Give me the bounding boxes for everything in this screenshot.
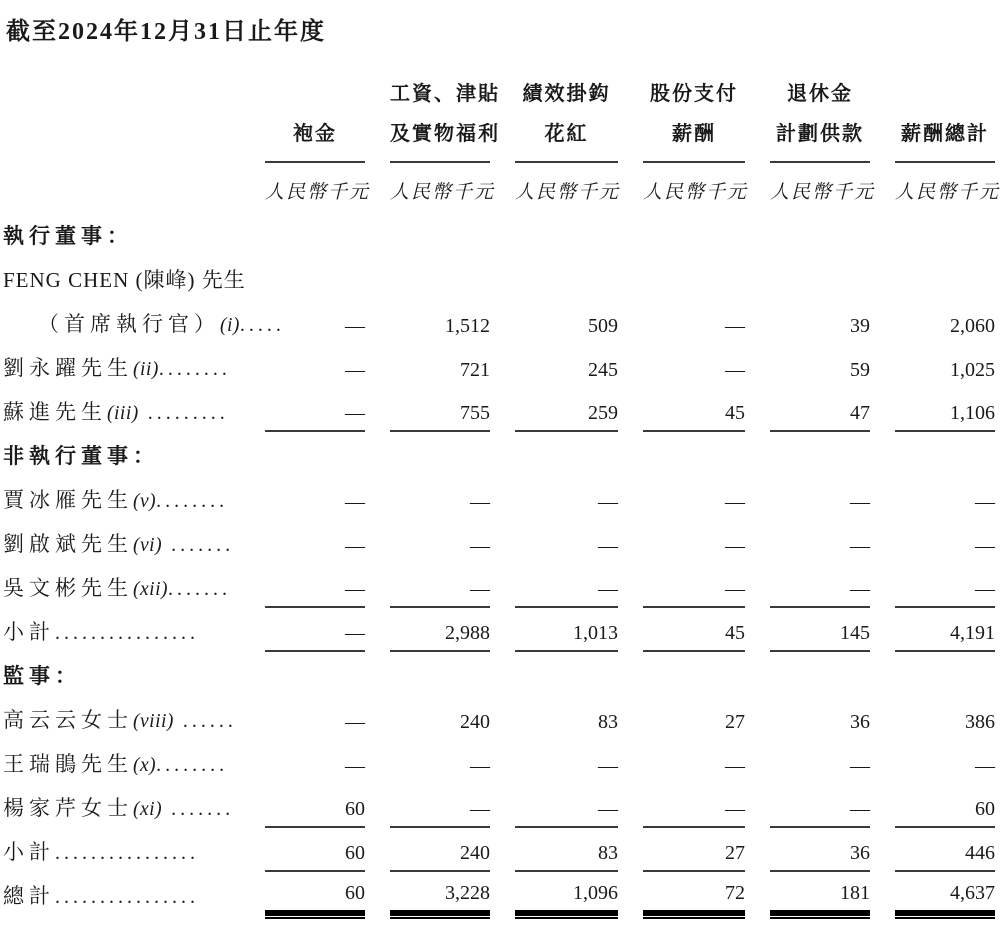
value-cell bbox=[870, 344, 995, 388]
value-cell bbox=[745, 212, 870, 256]
section-row bbox=[0, 212, 995, 256]
col-header-line2: 薪酬 bbox=[672, 123, 716, 145]
col-header-line1: 股份支付 bbox=[650, 83, 738, 105]
value-cell bbox=[618, 300, 745, 344]
table-row bbox=[0, 696, 995, 740]
value-cell bbox=[618, 344, 745, 388]
table-row bbox=[0, 300, 995, 344]
value-cell bbox=[490, 564, 618, 608]
value-cell bbox=[745, 432, 870, 476]
leader-dots: ................ bbox=[55, 886, 199, 908]
value-cell bbox=[870, 388, 995, 432]
col-header-line1: 績效掛鈎 bbox=[522, 83, 611, 105]
value-cell bbox=[745, 784, 870, 828]
cell-value: 36 bbox=[770, 842, 870, 872]
row-label-cell bbox=[0, 432, 240, 476]
col-header-line2: 薪酬總計 bbox=[901, 123, 989, 145]
row-label: 小計 bbox=[3, 620, 55, 644]
leader-dots: ..... bbox=[239, 314, 285, 336]
row-label-note-ref: (xii) bbox=[133, 579, 168, 600]
value-cell bbox=[870, 300, 995, 344]
value-cell bbox=[240, 872, 365, 916]
cell-value: 59 bbox=[850, 359, 870, 381]
cell-value: — bbox=[725, 491, 745, 513]
table-row bbox=[0, 608, 995, 652]
value-cell bbox=[240, 608, 365, 652]
col-header-performance-bonus bbox=[490, 62, 618, 163]
value-cell bbox=[745, 564, 870, 608]
value-cell bbox=[240, 784, 365, 828]
value-cell bbox=[745, 828, 870, 872]
cell-value: 4,637 bbox=[895, 882, 995, 916]
col-header-line2: 及實物福利 bbox=[390, 123, 500, 145]
row-label: （首席執行官） bbox=[38, 312, 220, 336]
value-cell bbox=[490, 696, 618, 740]
row-label-note-ref: (viii) bbox=[133, 711, 174, 732]
value-cell bbox=[745, 872, 870, 916]
row-label-cell bbox=[0, 212, 240, 256]
cell-value: — bbox=[470, 491, 490, 513]
value-cell bbox=[870, 520, 995, 564]
cell-value: 2,060 bbox=[950, 315, 995, 337]
row-label: 非執行董事： bbox=[3, 444, 159, 468]
value-cell bbox=[870, 564, 995, 608]
table-row bbox=[0, 740, 995, 784]
cell-value: — bbox=[265, 622, 365, 652]
cell-value: 3,228 bbox=[390, 882, 490, 916]
cell-value: — bbox=[390, 578, 490, 608]
value-cell bbox=[870, 872, 995, 916]
value-cell bbox=[490, 476, 618, 520]
cell-value: — bbox=[345, 491, 365, 513]
cell-value: — bbox=[265, 402, 365, 432]
cell-value: — bbox=[895, 578, 995, 608]
section-row bbox=[0, 652, 995, 696]
value-cell bbox=[240, 432, 365, 476]
value-cell bbox=[365, 828, 490, 872]
cell-value: 755 bbox=[390, 402, 490, 432]
row-label: 賈冰雁先生 bbox=[3, 488, 133, 512]
row-label: FENG CHEN (陳峰) 先生 bbox=[3, 268, 246, 292]
cell-value: — bbox=[598, 755, 618, 777]
row-label-cell bbox=[0, 784, 240, 828]
table-row bbox=[0, 564, 995, 608]
col-header-share-based-payment bbox=[618, 62, 745, 163]
cell-value: — bbox=[975, 755, 995, 777]
leader-dots: ................ bbox=[55, 622, 199, 644]
page-title: 截至2024年12月31日止年度 bbox=[6, 19, 326, 45]
cell-value: — bbox=[770, 798, 870, 828]
table-row bbox=[0, 520, 995, 564]
value-cell bbox=[618, 564, 745, 608]
row-label: 蘇進先生 bbox=[3, 400, 107, 424]
cell-value: — bbox=[850, 755, 870, 777]
row-label-cell bbox=[0, 256, 246, 300]
remuneration-table bbox=[0, 62, 1000, 916]
cell-value: 1,096 bbox=[515, 882, 618, 916]
value-cell bbox=[618, 608, 745, 652]
value-cell bbox=[240, 212, 365, 256]
value-cell bbox=[618, 740, 745, 784]
cell-value: — bbox=[345, 315, 365, 337]
cell-value: — bbox=[470, 535, 490, 557]
row-label-cell bbox=[0, 520, 240, 564]
value-cell bbox=[618, 432, 745, 476]
value-cell bbox=[618, 784, 745, 828]
cell-value: 45 bbox=[643, 622, 745, 652]
value-cell bbox=[490, 256, 618, 300]
value-cell bbox=[490, 652, 618, 696]
table-row bbox=[0, 344, 995, 388]
col-header-line2: 袍金 bbox=[293, 123, 337, 145]
value-cell bbox=[365, 520, 490, 564]
value-cell bbox=[745, 388, 870, 432]
value-cell bbox=[240, 388, 365, 432]
value-cell bbox=[365, 872, 490, 916]
row-label-note-ref: (ii) bbox=[133, 359, 159, 380]
value-cell bbox=[618, 696, 745, 740]
value-cell bbox=[870, 784, 995, 828]
value-cell bbox=[365, 212, 490, 256]
value-cell bbox=[870, 696, 995, 740]
value-cell bbox=[618, 652, 745, 696]
value-cell bbox=[240, 564, 365, 608]
label-column-spacer bbox=[0, 62, 240, 163]
leader-dots: ........ bbox=[156, 490, 229, 512]
table-body bbox=[0, 212, 995, 916]
value-cell bbox=[870, 212, 995, 256]
cell-value: — bbox=[598, 535, 618, 557]
value-cell bbox=[365, 344, 490, 388]
cell-value: 47 bbox=[770, 402, 870, 432]
value-cell bbox=[490, 344, 618, 388]
row-label-cell bbox=[0, 696, 240, 740]
cell-value: — bbox=[725, 755, 745, 777]
cell-value: — bbox=[850, 491, 870, 513]
value-cell bbox=[240, 344, 365, 388]
leader-dots: ........ bbox=[158, 358, 231, 380]
value-cell bbox=[365, 784, 490, 828]
value-cell bbox=[240, 476, 365, 520]
cell-value: — bbox=[725, 359, 745, 381]
value-cell bbox=[365, 256, 490, 300]
value-cell bbox=[490, 300, 618, 344]
value-cell bbox=[240, 520, 365, 564]
value-cell bbox=[490, 872, 618, 916]
value-cell bbox=[240, 828, 365, 872]
leader-dots: ....... bbox=[162, 534, 235, 556]
row-label: 劉永躍先生 bbox=[3, 356, 133, 380]
cell-value: 27 bbox=[725, 711, 745, 733]
row-label-cell bbox=[0, 828, 240, 872]
unit-label: 人民幣千元 bbox=[515, 182, 621, 203]
col-header-fees bbox=[240, 62, 365, 163]
name-row bbox=[0, 256, 995, 300]
row-label-note-ref: (vi) bbox=[133, 535, 163, 556]
unit-label: 人民幣千元 bbox=[265, 182, 371, 203]
value-cell bbox=[618, 476, 745, 520]
cell-value: — bbox=[598, 491, 618, 513]
row-label: 高云云女士 bbox=[3, 708, 133, 732]
value-cell bbox=[490, 784, 618, 828]
cell-value: — bbox=[643, 798, 745, 828]
value-cell bbox=[490, 520, 618, 564]
cell-value: 240 bbox=[460, 711, 490, 733]
cell-value: 386 bbox=[965, 711, 995, 733]
cell-value: — bbox=[770, 578, 870, 608]
row-label: 劉啟斌先生 bbox=[3, 532, 133, 556]
leader-dots: ....... bbox=[167, 578, 231, 600]
unit-label: 人民幣千元 bbox=[770, 182, 876, 203]
row-label: 小計 bbox=[3, 840, 55, 864]
value-cell bbox=[870, 432, 995, 476]
cell-value: — bbox=[515, 798, 618, 828]
cell-value: — bbox=[643, 578, 745, 608]
cell-value: 45 bbox=[643, 402, 745, 432]
leader-dots: ................ bbox=[55, 842, 199, 864]
column-headers-row bbox=[0, 62, 995, 163]
value-cell bbox=[618, 872, 745, 916]
cell-value: 39 bbox=[850, 315, 870, 337]
cell-value: 72 bbox=[643, 882, 745, 916]
table-header bbox=[0, 62, 1000, 212]
value-cell bbox=[490, 608, 618, 652]
cell-value: — bbox=[725, 535, 745, 557]
cell-value: — bbox=[975, 535, 995, 557]
cell-value: 60 bbox=[265, 842, 365, 872]
cell-value: — bbox=[345, 711, 365, 733]
cell-value: — bbox=[390, 798, 490, 828]
cell-value: 721 bbox=[460, 359, 490, 381]
value-cell bbox=[618, 520, 745, 564]
cell-value: 27 bbox=[643, 842, 745, 872]
cell-value: 83 bbox=[598, 711, 618, 733]
row-label-cell bbox=[0, 344, 240, 388]
value-cell bbox=[490, 388, 618, 432]
value-cell bbox=[365, 300, 490, 344]
row-label-cell bbox=[0, 564, 240, 608]
value-cell bbox=[745, 740, 870, 784]
value-cell bbox=[870, 740, 995, 784]
row-label-cell bbox=[0, 388, 240, 432]
col-header-salaries-benefits bbox=[365, 62, 500, 163]
value-cell bbox=[240, 740, 365, 784]
leader-dots: ...... bbox=[173, 710, 237, 732]
value-cell bbox=[745, 300, 870, 344]
leader-dots: ......... bbox=[138, 402, 229, 424]
cell-value: 245 bbox=[588, 359, 618, 381]
value-cell bbox=[745, 696, 870, 740]
value-cell bbox=[870, 652, 995, 696]
value-cell bbox=[365, 476, 490, 520]
row-label-note-ref: (v) bbox=[133, 491, 157, 512]
table-row bbox=[0, 784, 995, 828]
cell-value: 60 bbox=[895, 798, 995, 828]
leader-dots: ....... bbox=[162, 798, 235, 820]
row-label-cell bbox=[0, 652, 240, 696]
col-header-retirement-scheme bbox=[745, 62, 870, 163]
row-label: 楊家芹女士 bbox=[3, 796, 133, 820]
row-label-note-ref: (iii) bbox=[107, 403, 139, 424]
value-cell bbox=[490, 828, 618, 872]
cell-value: 259 bbox=[515, 402, 618, 432]
cell-value: 60 bbox=[265, 798, 365, 828]
cell-value: 36 bbox=[850, 711, 870, 733]
cell-value: — bbox=[470, 755, 490, 777]
row-label-cell bbox=[0, 872, 240, 916]
row-label-cell bbox=[0, 740, 240, 784]
value-cell bbox=[618, 212, 745, 256]
row-label: 總計 bbox=[3, 884, 55, 908]
value-cell bbox=[870, 608, 995, 652]
cell-value: 2,988 bbox=[390, 622, 490, 652]
row-label-note-ref: (x) bbox=[133, 755, 157, 776]
cell-value: 509 bbox=[588, 315, 618, 337]
value-cell bbox=[745, 256, 870, 300]
value-cell bbox=[745, 652, 870, 696]
cell-value: 1,106 bbox=[895, 402, 995, 432]
value-cell bbox=[870, 256, 995, 300]
label-column-spacer bbox=[0, 163, 240, 212]
value-cell bbox=[490, 212, 618, 256]
cell-value: — bbox=[345, 359, 365, 381]
value-cell bbox=[240, 696, 365, 740]
table-row bbox=[0, 388, 995, 432]
units-row bbox=[0, 163, 995, 212]
row-label-note-ref: (xi) bbox=[133, 799, 163, 820]
row-label-cell bbox=[0, 608, 240, 652]
section-row bbox=[0, 432, 995, 476]
leader-dots: ........ bbox=[156, 754, 229, 776]
col-header-line2: 計劃供款 bbox=[776, 123, 864, 145]
row-label: 執行董事： bbox=[3, 224, 133, 248]
value-cell bbox=[365, 388, 490, 432]
value-cell bbox=[745, 344, 870, 388]
value-cell bbox=[870, 828, 995, 872]
cell-value: — bbox=[850, 535, 870, 557]
unit-label: 人民幣千元 bbox=[390, 182, 496, 203]
cell-value: 1,013 bbox=[515, 622, 618, 652]
table-row bbox=[0, 828, 995, 872]
cell-value: 240 bbox=[390, 842, 490, 872]
row-label: 吳文彬先生 bbox=[3, 576, 133, 600]
unit-label: 人民幣千元 bbox=[643, 182, 749, 203]
value-cell bbox=[240, 256, 365, 300]
cell-value: — bbox=[265, 578, 365, 608]
cell-value: 145 bbox=[770, 622, 870, 652]
table-row bbox=[0, 476, 995, 520]
row-label-note-ref: (i) bbox=[220, 315, 240, 336]
value-cell bbox=[870, 476, 995, 520]
unit-label: 人民幣千元 bbox=[895, 182, 1000, 203]
value-cell bbox=[745, 608, 870, 652]
cell-value: 60 bbox=[265, 882, 365, 916]
cell-value: — bbox=[725, 315, 745, 337]
value-cell bbox=[365, 564, 490, 608]
row-label: 王瑞鵑先生 bbox=[3, 752, 133, 776]
row-label-cell bbox=[0, 476, 240, 520]
value-cell bbox=[365, 652, 490, 696]
cell-value: 1,025 bbox=[950, 359, 995, 381]
value-cell bbox=[240, 652, 365, 696]
col-header-line1: 退休金 bbox=[787, 83, 853, 105]
value-cell bbox=[365, 432, 490, 476]
cell-value: 181 bbox=[770, 882, 870, 916]
value-cell bbox=[365, 608, 490, 652]
cell-value: 446 bbox=[895, 842, 995, 872]
value-cell bbox=[745, 520, 870, 564]
value-cell bbox=[745, 476, 870, 520]
value-cell bbox=[490, 432, 618, 476]
cell-value: — bbox=[515, 578, 618, 608]
col-header-line2: 花紅 bbox=[544, 123, 589, 145]
cell-value: 83 bbox=[515, 842, 618, 872]
table-row bbox=[0, 872, 995, 916]
cell-value: 1,512 bbox=[445, 315, 490, 337]
col-header-line1: 工資、津貼 bbox=[390, 83, 500, 105]
cell-value: — bbox=[345, 535, 365, 557]
value-cell bbox=[365, 696, 490, 740]
value-cell bbox=[618, 256, 745, 300]
row-label: 監事： bbox=[3, 664, 81, 688]
value-cell bbox=[618, 828, 745, 872]
col-header-total-remuneration bbox=[870, 62, 995, 163]
cell-value: — bbox=[975, 491, 995, 513]
cell-value: 4,191 bbox=[895, 622, 995, 652]
value-cell bbox=[618, 388, 745, 432]
value-cell bbox=[490, 740, 618, 784]
row-label-cell bbox=[0, 300, 285, 344]
cell-value: — bbox=[345, 755, 365, 777]
value-cell bbox=[365, 740, 490, 784]
